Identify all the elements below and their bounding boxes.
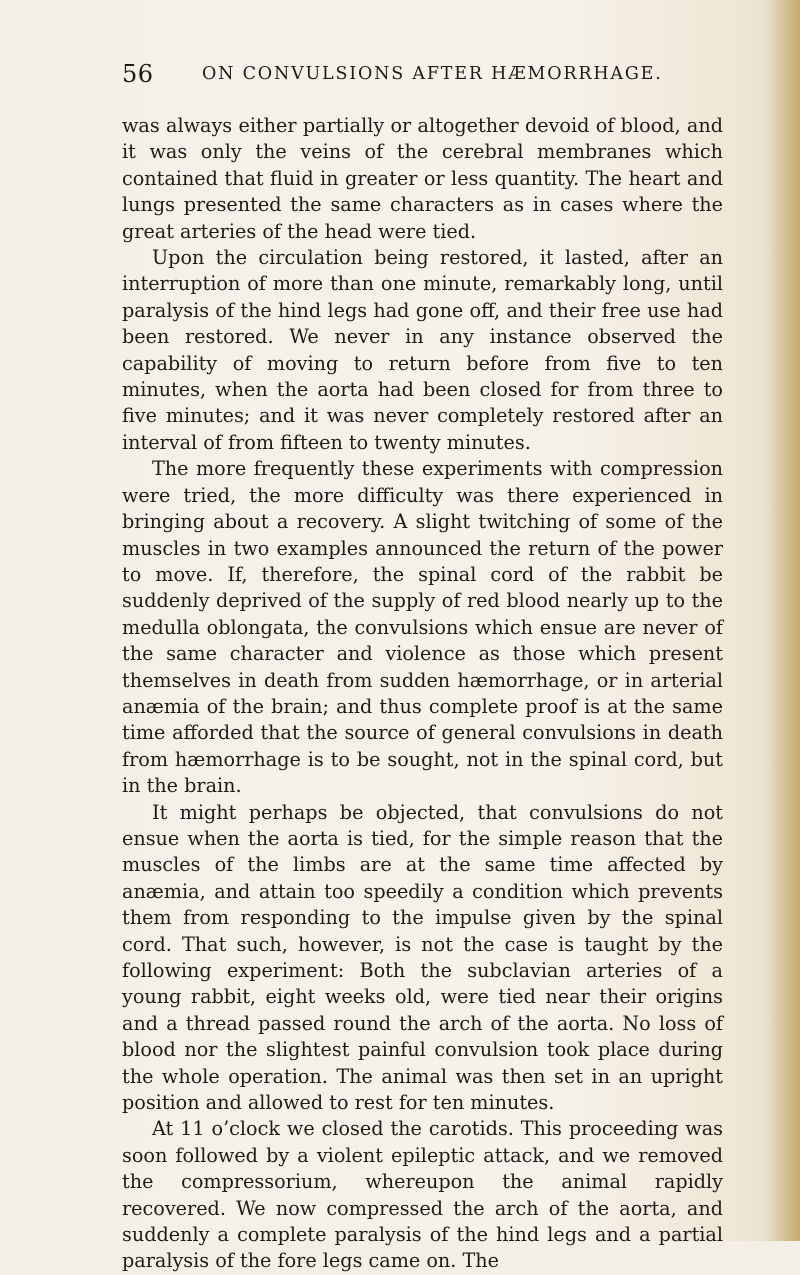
paragraph-continued: was always either partially or altogether devoid of blood, and it was only the veins of the cerebral membranes which contained that fluid in greater or less quantity. The heart and lungs presented the same characters as in cases where the great arteries of the head were tied. [122,114,723,243]
page-header [122,60,722,100]
body-text [122,113,723,1275]
paragraph: The more frequently these experiments with compression were tried, the more difficulty was there experienced in bringing about a recovery. A slight twitching of some of the muscles in two examples announced the return of the power to move. If, therefore, the spinal cord of the rabbit be suddenly deprived of the supply of red blood nearly up to the medulla oblongata, the convulsions which ensue are never of the same character and violence as those which present themselves in death from sudden hæmorrhage, or in arterial anæmia of the brain; and thus complete proof is at the same time afforded that the source of general convulsions in death from hæmorrhage is to be sought, not in the spinal cord, but in the brain. [122,457,723,798]
page-number: 56 [122,60,154,88]
paragraph: At 11 o’clock we closed the carotids. This proceeding was soon followed by a violent epileptic attack, and we removed the compressorium, whereupon the animal rapidly recovered. We now compressed the arch of the aorta, and suddenly a complete paralysis of the hind legs and a partial paralysis of the fore legs came on. The [122,1117,723,1273]
paragraph: It might perhaps be objected, that convulsions do not ensue when the aorta is tied, for the simple reason that the muscles of the limbs are at the same time affected by anæmia, and attain too speedily a condition which prevents them from responding to the impulse given by the spinal cord. That such, however, is not the case is taught by the following experiment: Both the subclavian arteries of a young rabbit, eight weeks old, were tied near their origins and a thread passed round the arch of the aorta. No loss of blood nor the slightest painful convulsion took place during the whole operation. The animal was then set in an upright position and allowed to rest for ten minutes. [122,800,723,1115]
paragraph: Upon the circulation being restored, it lasted, after an interruption of more than one minute, remarkably long, until paralysis of the hind legs had gone off, and their free use had been restored. We never in any instance observed the capability of moving to return before from five to ten minutes, when the aorta had been closed for from three to five minutes; and it was never completely restored after an interval of from fifteen to twenty minutes. [122,246,723,454]
page-edge-shading [766,0,800,1241]
running-head: ON CONVULSIONS AFTER HÆMORRHAGE. [202,64,663,84]
